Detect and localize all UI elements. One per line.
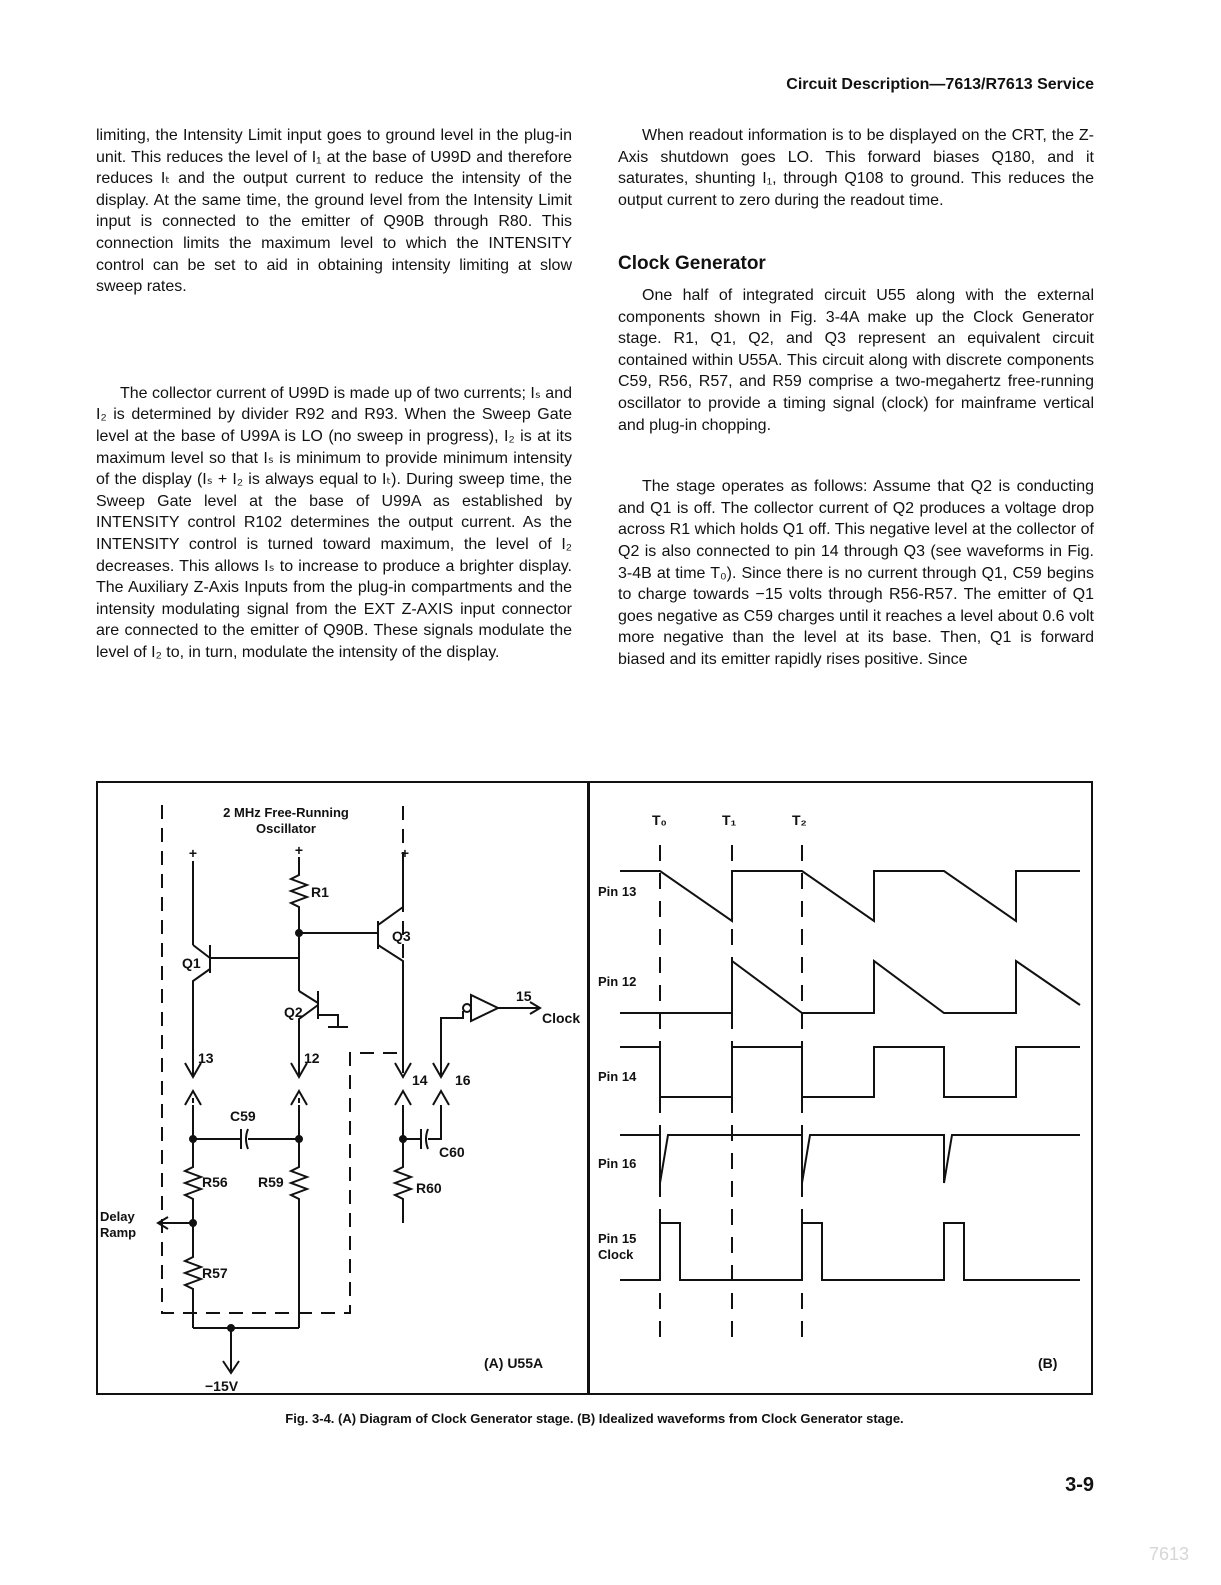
paragraph-intensity-limit: limiting, the Intensity Limit input goes to ground level in the plug-in unit. This reduces the level of I₁ at the base of U99D and therefore reduces Iₜ and the output current to reduce the intensity of the display. At the same time, the ground level from the Intensity Limit input is connected to the emitter of Q90B through R80. This connection limits the maximum level to which the INTENSITY control can be set to aid in obtaining intensity limiting at slow sweep rates.: [96, 127, 572, 296]
label-pin12: 12: [304, 1050, 320, 1066]
box-title-line1: 2 MHz Free-Running: [223, 805, 349, 820]
plus-q1: +: [188, 845, 198, 861]
label-supply: −15V: [205, 1378, 239, 1393]
figure-caption: Fig. 3-4. (A) Diagram of Clock Generator stage. (B) Idealized waveforms from Clock Generator stage.: [285, 1411, 904, 1426]
label-ramp: Ramp: [100, 1225, 137, 1240]
label-pin16-wave: Pin 16: [598, 1156, 637, 1171]
label-clock-output: Clock: [542, 1010, 581, 1026]
box-title-line2: Oscillator: [256, 821, 316, 836]
label-t1: T₁: [722, 812, 737, 828]
plus-q3: +: [400, 845, 410, 861]
label-pin15-wave: Pin 15: [598, 1231, 637, 1246]
left-column: [96, 125, 572, 663]
label-c59: C59: [230, 1108, 256, 1124]
label-delay: Delay: [100, 1209, 135, 1224]
label-q3: Q3: [392, 928, 411, 944]
label-pin13: 13: [198, 1050, 214, 1066]
label-pin14: 14: [412, 1072, 428, 1088]
section-heading-clock-generator: Clock Generator: [618, 253, 766, 275]
label-t0: T₀: [652, 812, 667, 828]
running-header: Circuit Description—7613/R7613 Service: [786, 76, 1094, 93]
label-pin13-wave: Pin 13: [598, 884, 637, 899]
label-q2: Q2: [284, 1004, 303, 1020]
label-pin15: 15: [516, 988, 532, 1004]
plus-r1: +: [294, 842, 304, 858]
paragraph-collector-current: The collector current of U99D is made up of two currents; Iₛ and I₂ is determined by divider R92 and R93. When the Sweep Gate level at the base of U99A is LO (no sweep in progress), I₂ is at its maximum level so that Iₛ is minimum to provide minimum intensity of the display (Iₛ + I₂ is always equal to Iₜ). During sweep time, the Sweep Gate level at the base of U99A as established by INTENSITY control R102 determines the output current. As the INTENSITY control is turned toward maximum, the level of I₂ decreases. This allows Iₛ to increase to produce a brighter display. The Auxiliary Z-Axis Inputs from the plug-in compartments and the intensity modulating signal from the EXT Z-AXIS input connector are connected to the emitter of Q90B. These signals modulate the level of I₂ to, in turn, modulate the intensity of the display.: [96, 384, 572, 661]
figure-3-4: [96, 781, 1093, 1395]
label-r60: R60: [416, 1180, 442, 1196]
paragraph-readout: When readout information is to be displayed on the CRT, the Z-Axis shutdown goes LO. This forward biases Q180, and it saturates, shunting I₁, through Q108 to ground. This reduces the output current to zero during the readout time.: [618, 127, 1094, 209]
paragraph-clock-generator: One half of integrated circuit U55 along with the external components shown in Fig. 3-4A make up the Clock Generator stage. R1, Q1, Q2, and Q3 represent an equivalent circuit contained within U55A. This circuit along with discrete components C59, R56, R57, and R59 comprise a two-megahertz free-running oscillator to provide a timing signal (clock) for mainframe vertical and plug-in chopping.: [618, 286, 1094, 434]
label-r1: R1: [311, 884, 329, 900]
label-pin14-wave: Pin 14: [598, 1069, 637, 1084]
label-pin12-wave: Pin 12: [598, 974, 637, 989]
label-pin16: 16: [455, 1072, 471, 1088]
watermark: 7613: [1148, 1544, 1189, 1564]
label-r56: R56: [202, 1174, 228, 1190]
paragraph-stage-operation: The stage operates as follows: Assume that Q2 is conducting and Q1 is off. The collector current of Q2 produces a voltage drop across R1 which holds Q1 off. This negative level at the collector of Q2 is also connected to pin 14 through Q3 (see waveforms in Fig. 3-4B at time T₀). Since there is no current through Q1, C59 begins to charge towards −15 volts through R56-R57. The emitter of Q1 goes negative as C59 charges until it reaches a level about 0.6 volt more negative than the level at its base. Then, Q1 is forward biased and its emitter rapidly rises positive. Since: [618, 478, 1094, 668]
label-c60: C60: [439, 1144, 465, 1160]
label-r59: R59: [258, 1174, 284, 1190]
right-column: [618, 125, 1094, 670]
panel-b-label: (B): [1038, 1355, 1058, 1371]
label-q1: Q1: [182, 955, 201, 971]
page-number: 3-9: [1065, 1474, 1094, 1496]
label-t2: T₂: [792, 812, 807, 828]
label-r57: R57: [202, 1265, 228, 1281]
panel-a-label: (A) U55A: [484, 1355, 544, 1371]
waveform-diagram: [590, 783, 1090, 1393]
label-clock-wave: Clock: [598, 1247, 634, 1262]
schematic-diagram: [98, 783, 587, 1393]
